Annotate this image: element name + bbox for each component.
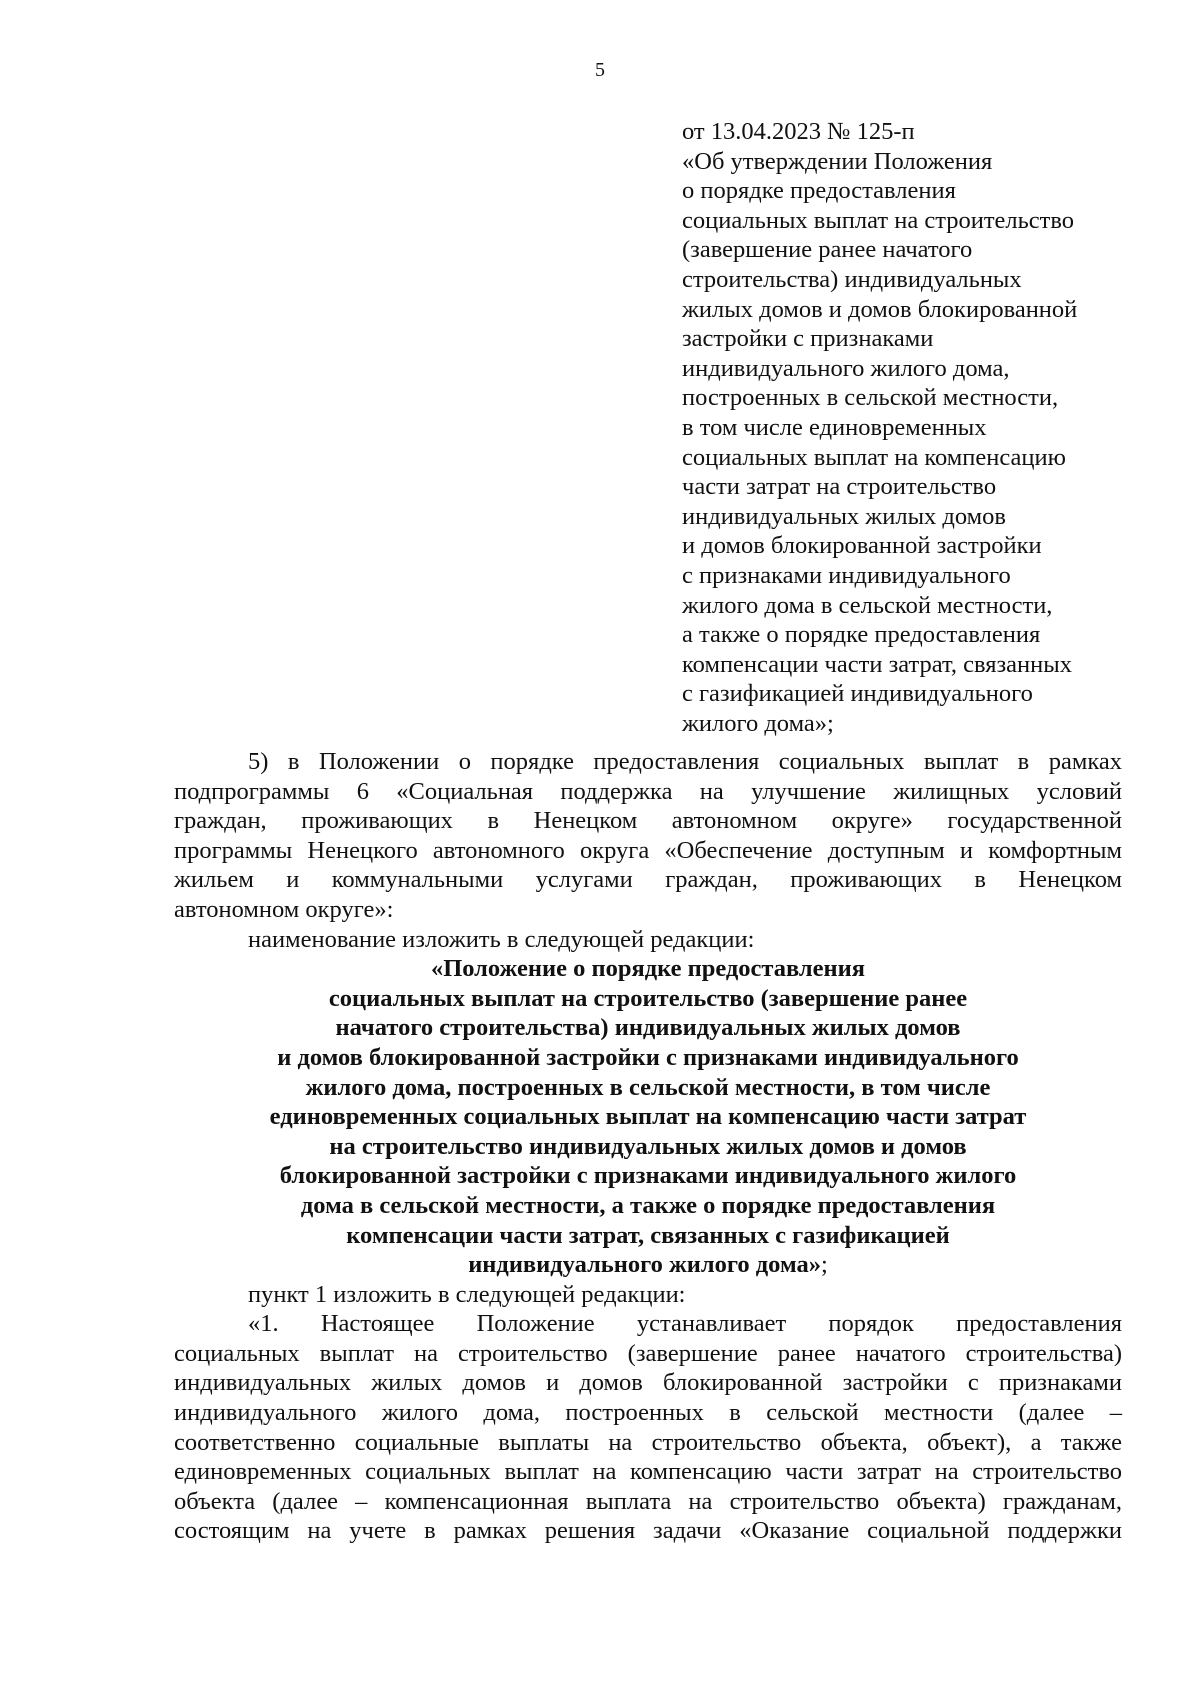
reference-line: с газификацией индивидуального: [682, 680, 1033, 708]
point-1-instruction: пункт 1 изложить в следующей редакции:: [248, 1280, 686, 1308]
paragraph-line: индивидуальных жилых домов и домов блокированной застройки с признаками: [174, 1369, 1122, 1397]
reference-line: жилого дома в сельской местности,: [682, 591, 1053, 619]
new-title-line: на строительство индивидуальных жилых домов и домов: [329, 1132, 967, 1160]
item-5-paragraph: [174, 747, 1122, 925]
point-1-paragraph: [174, 1309, 1122, 1546]
reference-line: (завершение ранее начатого: [682, 236, 973, 264]
reference-line: индивидуального жилого дома,: [682, 354, 1010, 382]
reference-line: от 13.04.2023 № 125-п: [682, 118, 915, 145]
new-title-tail: ;: [821, 1251, 828, 1279]
paragraph-line: единовременных социальных выплат на компенсацию части затрат на строительство: [174, 1458, 1122, 1486]
document-body: [174, 747, 1122, 1546]
paragraph-line: социальных выплат на строительство (завершение ранее начатого строительства): [174, 1339, 1122, 1367]
reference-line: а также о порядке предоставления: [682, 621, 1041, 649]
paragraph-line: 5) в Положении о порядке предоставления социальных выплат в рамках: [248, 748, 1122, 775]
page-number: 5: [595, 59, 605, 81]
new-title-line: социальных выплат на строительство (завершение ранее: [328, 984, 968, 1012]
paragraph-line: объекта (далее – компенсационная выплата на строительство объекта) гражданам,: [174, 1487, 1122, 1515]
reference-line: компенсации части затрат, связанных: [682, 650, 1072, 678]
paragraph-line: соответственно социальные выплаты на строительство объекта, объект), а также: [174, 1428, 1122, 1456]
new-title-line: единовременных социальных выплат на компенсацию части затрат: [269, 1103, 1027, 1131]
paragraph-line: индивидуального жилого дома, построенных в сельской местности (далее –: [174, 1399, 1122, 1427]
reference-line: части затрат на строительство: [682, 473, 997, 501]
reference-line: индивидуальных жилых домов: [682, 502, 1006, 530]
reference-line: строительства) индивидуальных: [682, 265, 1022, 293]
reference-line: и домов блокированной застройки: [682, 532, 1042, 560]
reference-line: построенных в сельской местности,: [682, 384, 1059, 412]
reference-block: [682, 117, 1152, 738]
paragraph-line: «1. Настоящее Положение устанавливает порядок предоставления: [248, 1310, 1122, 1338]
new-title-line: жилого дома, построенных в сельской местности, в том числе: [305, 1073, 991, 1101]
new-title-line: начатого строительства) индивидуальных жилых домов: [335, 1014, 961, 1042]
paragraph-line: автономном округе»:: [174, 895, 394, 923]
paragraph-line: граждан, проживающих в Ненецком автономном округе» государственной: [174, 807, 1122, 835]
reference-line: социальных выплат на компенсацию: [682, 443, 1066, 471]
paragraph-line: подпрограммы 6 «Социальная поддержка на улучшение жилищных условий: [174, 777, 1122, 805]
new-title-line: компенсации части затрат, связанных с газификацией: [346, 1221, 950, 1249]
new-title-line: дома в сельской местности, а также о порядке предоставления: [300, 1191, 996, 1219]
naming-instruction: наименование изложить в следующей редакции:: [248, 925, 755, 953]
reference-line: жилого дома»;: [682, 709, 834, 737]
reference-line: о порядке предоставления: [682, 177, 956, 205]
paragraph-line: состоящим на учете в рамках решения задачи «Оказание социальной поддержки: [174, 1517, 1122, 1545]
new-title-line: индивидуального жилого дома»: [468, 1251, 821, 1279]
new-title-block: [174, 954, 1122, 1280]
new-title-last-line: [174, 1250, 1122, 1280]
reference-line: «Об утверждении Положения: [682, 147, 993, 175]
reference-line: в том числе единовременных: [682, 413, 987, 441]
new-title-line: блокированной застройки с признаками индивидуального жилого: [279, 1162, 1017, 1190]
paragraph-line: программы Ненецкого автономного округа «Обеспечение доступным и комфортным: [174, 836, 1122, 864]
new-title-line: «Положение о порядке предоставления: [430, 955, 866, 983]
reference-line: социальных выплат на строительство: [682, 206, 1075, 234]
reference-line: застройки с признаками: [682, 325, 934, 353]
paragraph-line: жильем и коммунальными услугами граждан, проживающих в Ненецком: [174, 866, 1122, 894]
reference-line: жилых домов и домов блокированной: [682, 295, 1078, 323]
new-title-line: и домов блокированной застройки с признаками индивидуального: [277, 1043, 1019, 1071]
reference-line: с признаками индивидуального: [682, 561, 1011, 589]
